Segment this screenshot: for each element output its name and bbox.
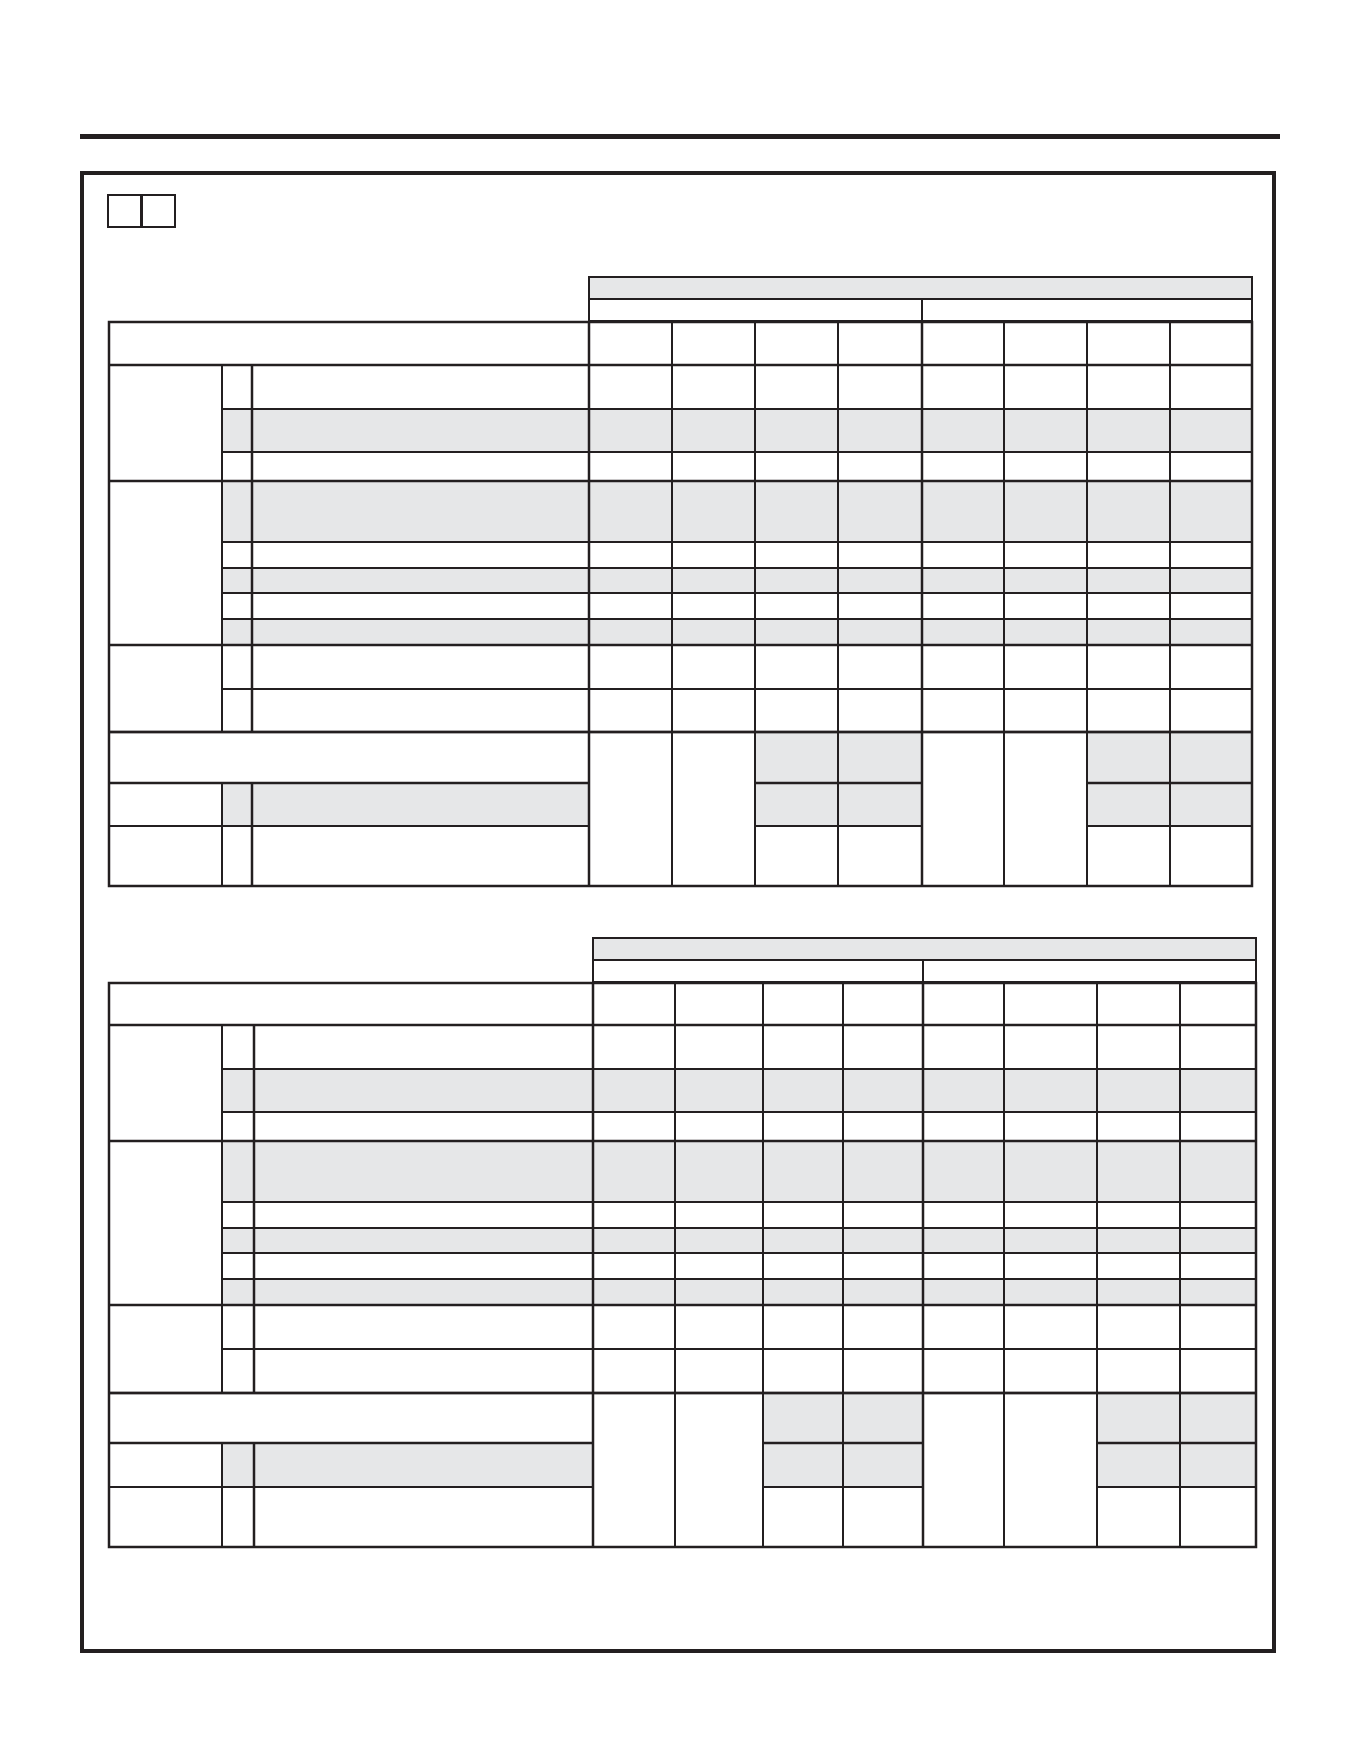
indicator-box-2 [141, 194, 176, 228]
top-rule [80, 134, 1280, 139]
page-frame [80, 171, 1276, 1653]
indicator-box-1 [107, 194, 142, 228]
